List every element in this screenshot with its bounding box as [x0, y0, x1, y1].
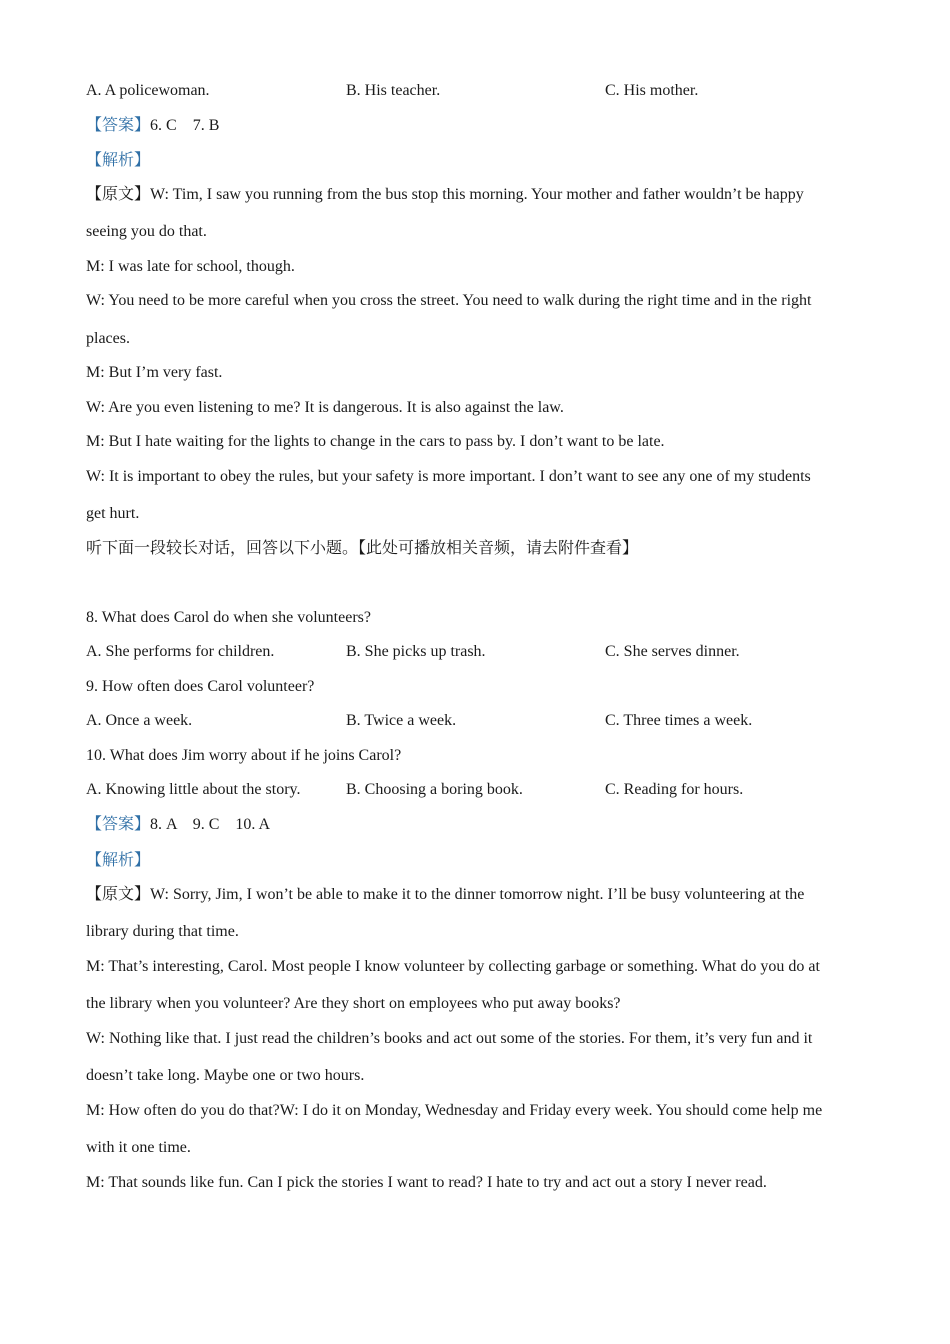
answer-text: 6. C 7. B [150, 117, 220, 134]
transcript-line: library during that time. [86, 923, 239, 940]
transcript-line: W: You need to be more careful when you cross the street. You need to walk during the right time and in the right [86, 292, 812, 309]
option-a: A. Knowing little about the story. [86, 781, 301, 798]
option-b: B. Twice a week. [346, 712, 457, 729]
transcript-line: M: But I’m very fast. [86, 364, 223, 381]
option-c: C. She serves dinner. [605, 643, 740, 660]
transcript-line: W: Nothing like that. I just read the children’s books and act out some of the stories. For them, it’s very fun and it [86, 1030, 813, 1047]
transcript-line: places. [86, 330, 130, 347]
transcript-line: the library when you volunteer? Are they short on employees who put away books? [86, 995, 621, 1012]
transcript-line: M: That’s interesting, Carol. Most people I know volunteer by collecting garbage or something. What do you do at [86, 958, 820, 975]
question-9: 9. How often does Carol volunteer? [86, 678, 315, 695]
transcript-line: with it one time. [86, 1139, 191, 1156]
transcript-line: W: It is important to obey the rules, but your safety is more important. I don’t want to see any one of my students [86, 468, 811, 485]
option-b: B. His teacher. [346, 82, 441, 99]
transcript-line: 【原文】W: Tim, I saw you running from the bus stop this morning. Your mother and father wouldn’t be happy [86, 186, 804, 203]
option-c: C. Three times a week. [605, 712, 753, 729]
analysis-tag: 【解析】 [86, 152, 151, 169]
q10-options [86, 780, 866, 800]
answer-line [86, 116, 219, 136]
transcript-line: 【原文】W: Sorry, Jim, I won’t be able to make it to the dinner tomorrow night. I’ll be busy volunteering at the [86, 886, 805, 903]
answer-tag: 【答案】 [86, 816, 151, 833]
option-c: C. Reading for hours. [605, 781, 744, 798]
q9-options [86, 711, 866, 731]
option-a: A. She performs for children. [86, 643, 275, 660]
q7-options [86, 81, 866, 101]
transcript-line: M: That sounds like fun. Can I pick the stories I want to read? I hate to try and act out a story I never read. [86, 1174, 767, 1191]
q8-options [86, 642, 866, 662]
analysis-tag: 【解析】 [86, 852, 151, 869]
answer-line [86, 815, 270, 835]
transcript-line: M: But I hate waiting for the lights to change in the cars to pass by. I don’t want to be late. [86, 433, 665, 450]
option-b: B. She picks up trash. [346, 643, 486, 660]
answer-tag: 【答案】 [86, 117, 151, 134]
question-8: 8. What does Carol do when she volunteers? [86, 609, 371, 626]
transcript-line: M: How often do you do that?W: I do it on Monday, Wednesday and Friday every week. You should come help me [86, 1102, 823, 1119]
option-b: B. Choosing a boring book. [346, 781, 523, 798]
transcript-line: seeing you do that. [86, 223, 207, 240]
section-intro: 听下面一段较长对话，回答以下小题。【此处可播放相关音频，请去附件查看】 [86, 540, 639, 557]
transcript-line: doesn’t take long. Maybe one or two hours. [86, 1067, 365, 1084]
option-a: A. A policewoman. [86, 82, 210, 99]
transcript-line: M: I was late for school, though. [86, 258, 295, 275]
question-10: 10. What does Jim worry about if he joins Carol? [86, 747, 402, 764]
option-c: C. His mother. [605, 82, 699, 99]
transcript-line: W: Are you even listening to me? It is dangerous. It is also against the law. [86, 399, 564, 416]
answer-text: 8. A 9. C 10. A [150, 816, 271, 833]
option-a: A. Once a week. [86, 712, 193, 729]
transcript-line: get hurt. [86, 505, 140, 522]
